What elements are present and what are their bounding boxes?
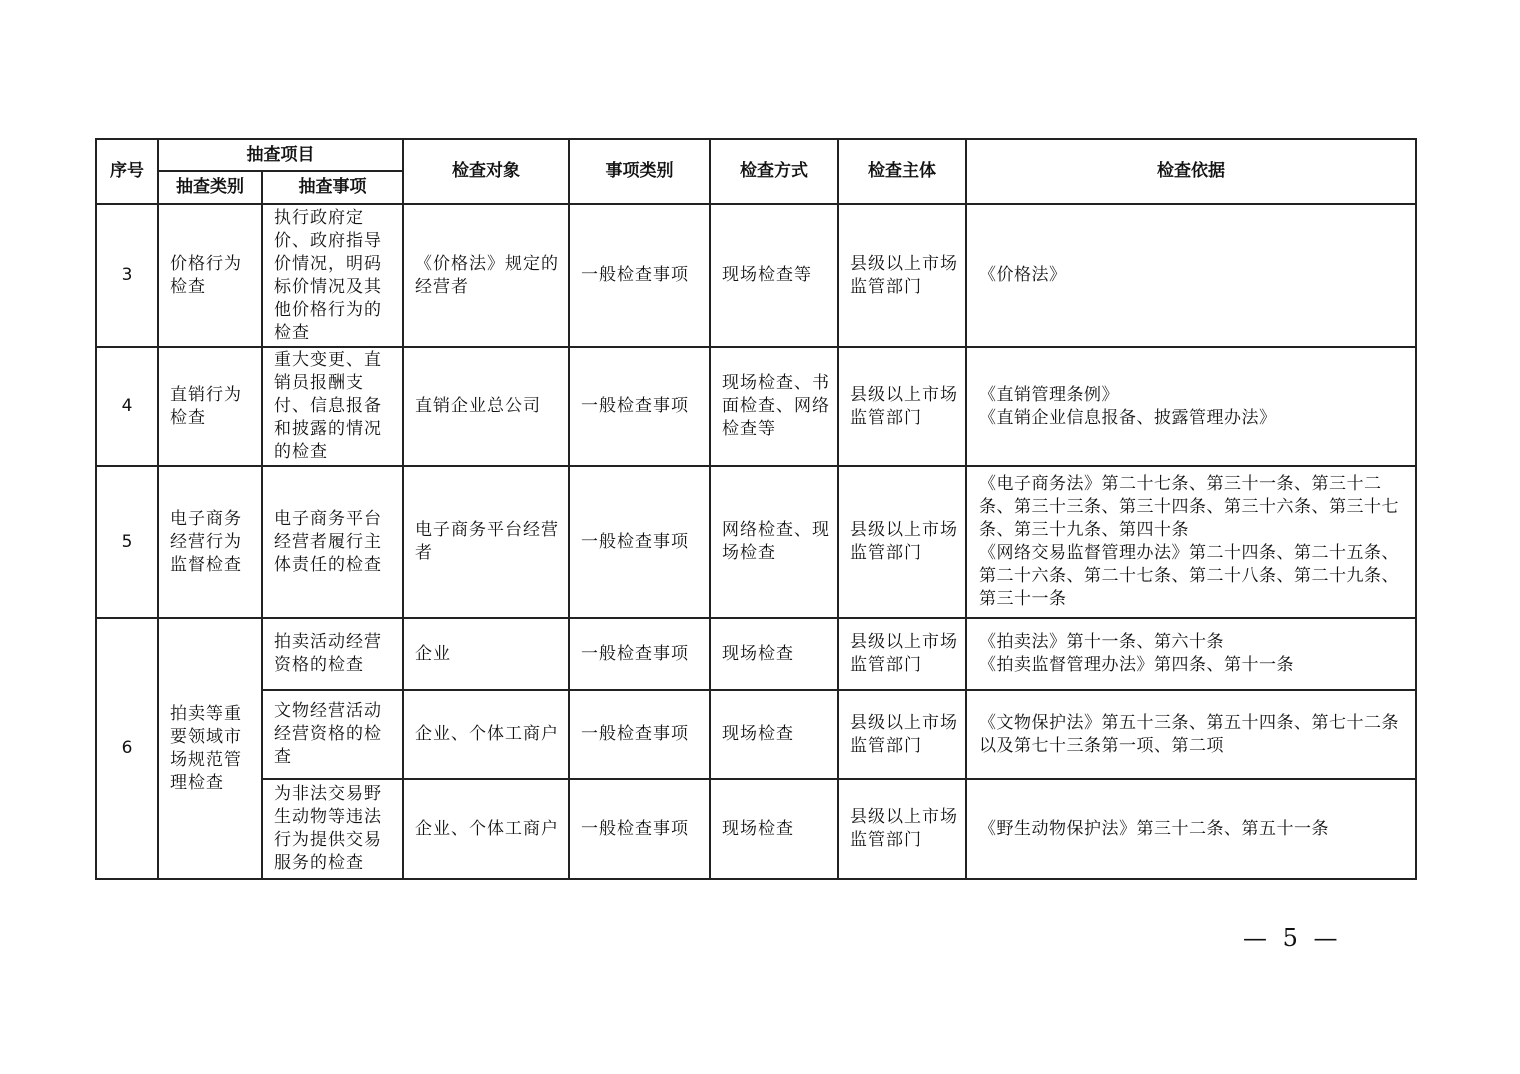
table-header <box>96 139 1416 204</box>
row-basis <box>966 466 1416 618</box>
row-category: 电子商务经营行为监督检查 <box>158 466 262 618</box>
row-subject: 县级以上市场监管部门 <box>838 204 966 347</box>
table-row <box>96 690 1416 779</box>
inspection-table <box>95 138 1417 880</box>
table-row <box>96 466 1416 618</box>
table-body <box>96 204 1416 879</box>
basis-line: 《价格法》 <box>979 265 1067 285</box>
row-type: 一般检查事项 <box>569 347 710 466</box>
header-seq: 序号 <box>96 139 158 204</box>
row-seq: 5 <box>96 466 158 618</box>
row-object: 直销企业总公司 <box>403 347 569 466</box>
row-basis <box>966 347 1416 466</box>
basis-line: 《直销管理条例》 <box>979 384 1119 405</box>
row-subject: 县级以上市场监管部门 <box>838 466 966 618</box>
header-inspection-object: 检查对象 <box>403 139 569 204</box>
row-object: 企业 <box>403 618 569 690</box>
header-sampling-item: 抽查事项 <box>262 171 403 204</box>
row-item: 执行政府定价、政府指导价情况，明码标价情况及其他价格行为的检查 <box>262 204 403 347</box>
row-item: 拍卖活动经营资格的检查 <box>262 618 403 690</box>
row-type: 一般检查事项 <box>569 690 710 779</box>
row-seq: 6 <box>96 618 158 879</box>
row-method: 网络检查、现场检查 <box>710 466 838 618</box>
row-item: 为非法交易野生动物等违法行为提供交易服务的检查 <box>262 779 403 879</box>
header-inspection-subject: 检查主体 <box>838 139 966 204</box>
row-type: 一般检查事项 <box>569 618 710 690</box>
row-basis <box>966 779 1416 879</box>
row-type: 一般检查事项 <box>569 204 710 347</box>
table-row <box>96 347 1416 466</box>
header-sampling-project: 抽查项目 <box>158 139 403 171</box>
header-item-type: 事项类别 <box>569 139 710 204</box>
row-category: 价格行为检查 <box>158 204 262 347</box>
basis-line: 《网络交易监督管理办法》第二十四条、第二十五条、第二十六条、第二十七条、第二十八条、第二十九条、第三十一条 <box>979 543 1399 609</box>
header-inspection-basis: 检查依据 <box>966 139 1416 204</box>
row-method: 现场检查 <box>710 779 838 879</box>
row-method: 现场检查、书面检查、网络检查等 <box>710 347 838 466</box>
basis-line: 《拍卖监督管理办法》第四条、第十一条 <box>979 655 1294 675</box>
page-number: — 5 — <box>1243 924 1342 952</box>
row-basis <box>966 204 1416 347</box>
table-row <box>96 204 1416 347</box>
row-basis <box>966 690 1416 779</box>
row-object: 企业、个体工商户 <box>403 690 569 779</box>
row-subject: 县级以上市场监管部门 <box>838 690 966 779</box>
row-method: 现场检查 <box>710 618 838 690</box>
row-object: 《价格法》规定的经营者 <box>403 204 569 347</box>
row-type: 一般检查事项 <box>569 779 710 879</box>
row-seq: 4 <box>96 347 158 466</box>
row-object: 企业、个体工商户 <box>403 779 569 879</box>
row-seq: 3 <box>96 204 158 347</box>
row-category: 拍卖等重要领域市场规范管理检查 <box>158 618 262 879</box>
table-row <box>96 779 1416 879</box>
row-subject: 县级以上市场监管部门 <box>838 779 966 879</box>
row-item: 重大变更、直销员报酬支付、信息报备和披露的情况的检查 <box>262 347 403 466</box>
header-sampling-category: 抽查类别 <box>158 171 262 204</box>
row-item: 文物经营活动经营资格的检查 <box>262 690 403 779</box>
row-subject: 县级以上市场监管部门 <box>838 618 966 690</box>
row-subject: 县级以上市场监管部门 <box>838 347 966 466</box>
table-row <box>96 618 1416 690</box>
row-method: 现场检查等 <box>710 204 838 347</box>
basis-line: 《直销企业信息报备、披露管理办法》 <box>979 407 1277 428</box>
basis-line: 《拍卖法》第十一条、第六十条 <box>979 632 1224 652</box>
row-basis <box>966 618 1416 690</box>
row-type: 一般检查事项 <box>569 466 710 618</box>
header-inspection-method: 检查方式 <box>710 139 838 204</box>
basis-line: 《野生动物保护法》第三十二条、第五十一条 <box>979 818 1329 839</box>
row-category: 直销行为检查 <box>158 347 262 466</box>
basis-line: 《电子商务法》第二十七条、第三十一条、第三十二条、第三十三条、第三十四条、第三十六条、第三十七条、第三十九条、第四十条 <box>979 474 1399 540</box>
row-method: 现场检查 <box>710 690 838 779</box>
row-item: 电子商务平台经营者履行主体责任的检查 <box>262 466 403 618</box>
row-object: 电子商务平台经营者 <box>403 466 569 618</box>
basis-line: 《文物保护法》第五十三条、第五十四条、第七十二条以及第七十三条第一项、第二项 <box>979 712 1399 756</box>
